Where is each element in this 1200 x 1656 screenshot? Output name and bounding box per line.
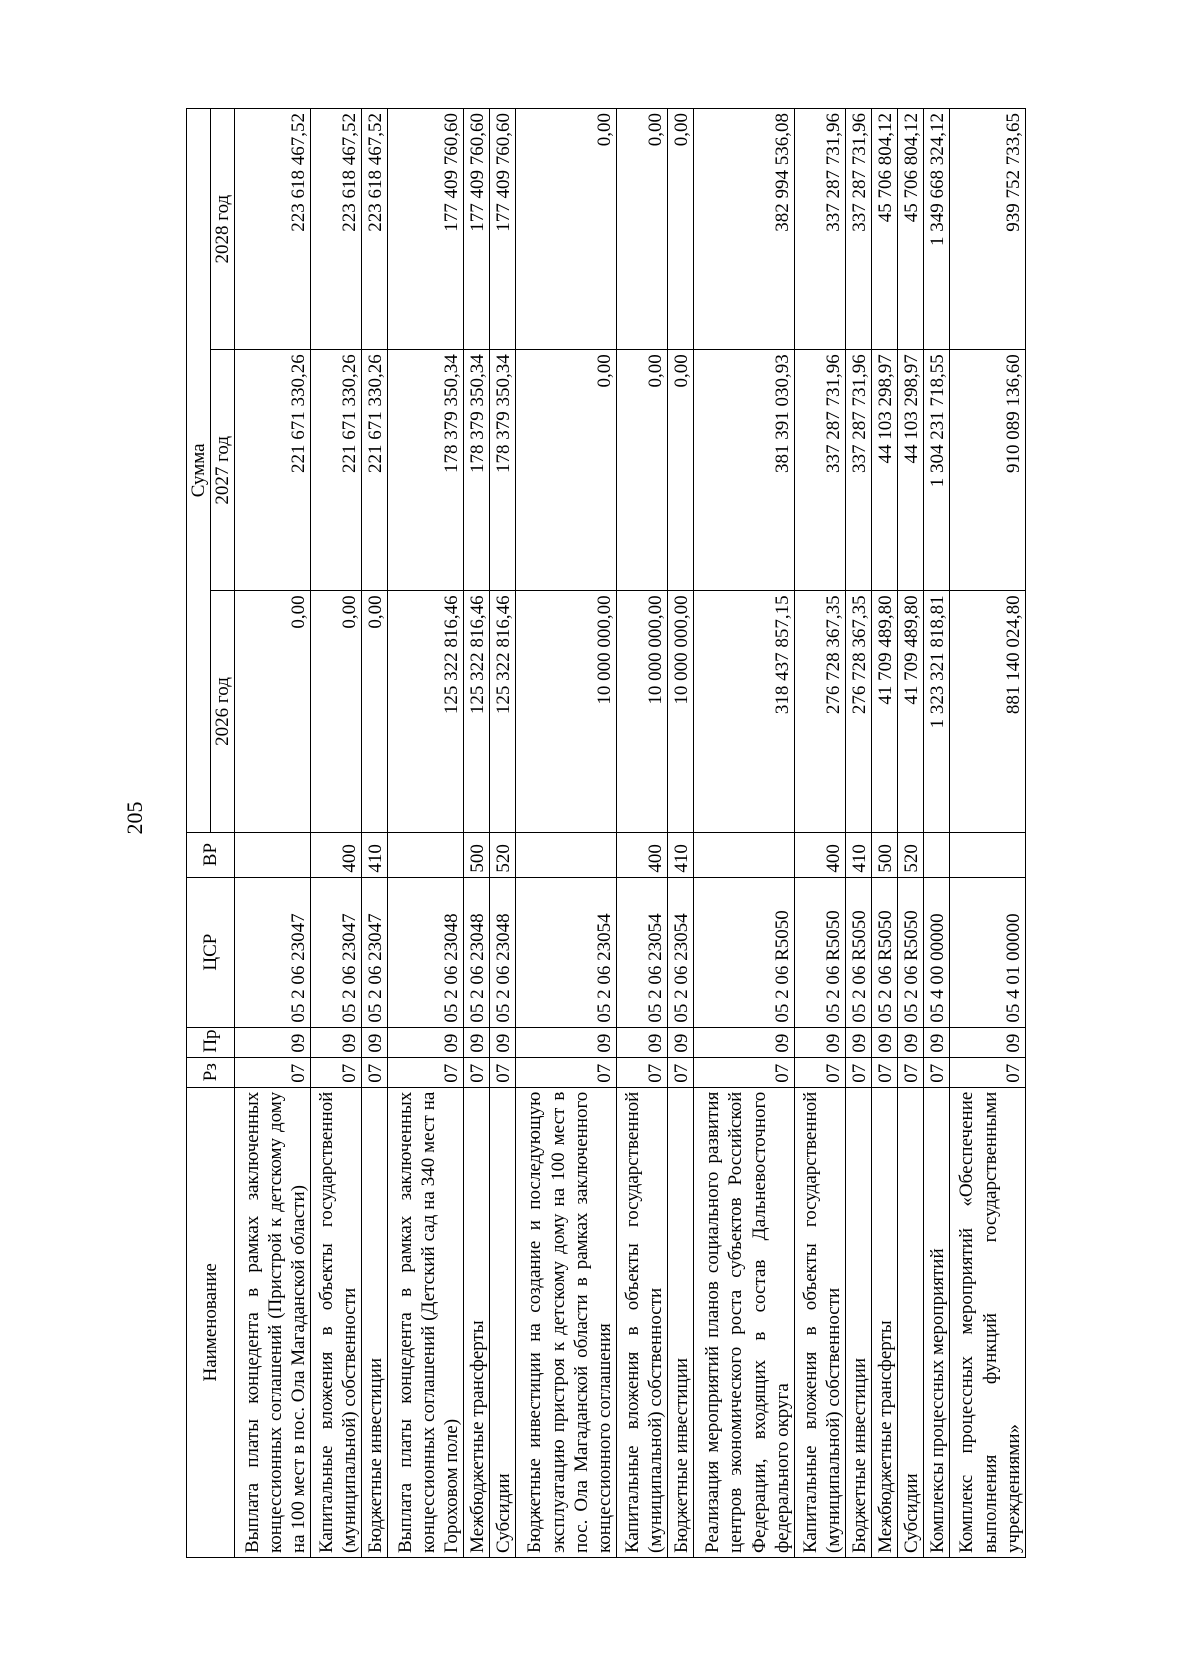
row-sum-2026: 881 140 024,80 [949,591,1025,832]
row-sum-2026: 41 709 489,80 [897,591,923,832]
row-csr: 05 2 06 R5050 [845,877,871,1027]
row-sum-2026: 125 322 816,46 [464,591,490,832]
table-row [871,109,897,1558]
header-csr: ЦСР [187,877,235,1027]
table-row [388,109,464,1558]
row-sum-2026: 276 728 367,35 [845,591,871,832]
row-pr: 09 [949,1027,1025,1057]
table-row [516,109,617,1558]
row-sum-2028: 45 706 804,12 [897,109,923,350]
row-sum-2027: 1 304 231 718,55 [923,350,949,591]
row-sum-2028: 177 409 760,60 [490,109,516,350]
row-sum-2026: 125 322 816,46 [388,591,464,832]
row-sum-2028: 45 706 804,12 [871,109,897,350]
row-vr: 500 [464,832,490,877]
row-name: Комплексы процессных мероприятий [923,1087,949,1557]
row-csr: 05 2 06 R5050 [794,877,845,1027]
row-sum-2026: 10 000 000,00 [516,591,617,832]
row-pr: 09 [388,1027,464,1057]
row-sum-2026: 125 322 816,46 [490,591,516,832]
table-row [490,109,516,1558]
row-pr: 09 [516,1027,617,1057]
row-sum-2027: 0,00 [516,350,617,591]
row-rz: 07 [694,1057,795,1087]
table-row [362,109,388,1558]
row-pr: 09 [464,1027,490,1057]
row-sum-2027: 178 379 350,34 [490,350,516,591]
row-sum-2027: 44 103 298,97 [897,350,923,591]
header-2027: 2027 год [211,350,235,591]
row-vr [949,832,1025,877]
table-row [949,109,1025,1558]
row-csr: 05 2 06 23048 [490,877,516,1027]
table-row [668,109,694,1558]
row-name: Бюджетные инвестиции [668,1087,694,1557]
row-sum-2027: 221 671 330,26 [235,350,311,591]
row-sum-2027: 337 287 731,96 [845,350,871,591]
row-name: Субсидии [897,1087,923,1557]
row-csr: 05 2 06 23054 [668,877,694,1027]
row-vr [923,832,949,877]
row-rz: 07 [464,1057,490,1087]
row-vr: 520 [897,832,923,877]
row-vr: 500 [871,832,897,877]
row-sum-2027: 178 379 350,34 [464,350,490,591]
table-row [235,109,311,1558]
row-rz: 07 [871,1057,897,1087]
row-csr: 05 2 06 R5050 [871,877,897,1027]
row-sum-2028: 223 618 467,52 [235,109,311,350]
row-vr: 410 [845,832,871,877]
table-body [235,109,1026,1558]
table-row [845,109,871,1558]
row-pr: 09 [923,1027,949,1057]
row-rz: 07 [362,1057,388,1087]
row-csr: 05 2 06 R5050 [897,877,923,1027]
page-number: 205 [122,801,147,835]
row-sum-2027: 221 671 330,26 [311,350,362,591]
header-pr: Пр [187,1027,235,1057]
row-csr: 05 2 06 R5050 [694,877,795,1027]
row-pr: 09 [794,1027,845,1057]
row-sum-2028: 0,00 [516,109,617,350]
row-rz: 07 [897,1057,923,1087]
row-sum-2028: 337 287 731,96 [794,109,845,350]
row-sum-2026: 10 000 000,00 [668,591,694,832]
table-header [187,109,235,1558]
row-sum-2026: 0,00 [235,591,311,832]
row-sum-2027: 0,00 [668,350,694,591]
row-sum-2027: 381 391 030,93 [694,350,795,591]
row-rz: 07 [923,1057,949,1087]
row-rz: 07 [794,1057,845,1087]
row-rz: 07 [617,1057,668,1087]
row-csr: 05 2 06 23048 [464,877,490,1027]
row-name: Межбюджетные трансферты [871,1087,897,1557]
row-sum-2026: 10 000 000,00 [617,591,668,832]
row-csr: 05 2 06 23054 [617,877,668,1027]
row-sum-2027: 44 103 298,97 [871,350,897,591]
row-rz: 07 [668,1057,694,1087]
row-sum-2028: 1 349 668 324,12 [923,109,949,350]
row-vr: 400 [311,832,362,877]
row-pr: 09 [362,1027,388,1057]
row-name: Капитальные вложения в объекты государственной (муниципальной) собственности [617,1087,668,1557]
row-vr: 400 [617,832,668,877]
row-rz: 07 [311,1057,362,1087]
row-sum-2027: 0,00 [617,350,668,591]
row-vr [516,832,617,877]
table-row [794,109,845,1558]
row-pr: 09 [490,1027,516,1057]
table-row [694,109,795,1558]
row-pr: 09 [871,1027,897,1057]
row-csr: 05 2 06 23054 [516,877,617,1027]
row-csr: 05 2 06 23047 [235,877,311,1027]
table-row [464,109,490,1558]
row-sum-2028: 223 618 467,52 [311,109,362,350]
row-sum-2028: 223 618 467,52 [362,109,388,350]
row-sum-2027: 221 671 330,26 [362,350,388,591]
budget-table [186,108,1026,1558]
row-sum-2027: 337 287 731,96 [794,350,845,591]
row-vr: 400 [794,832,845,877]
header-vr: ВР [187,832,235,877]
row-rz: 07 [949,1057,1025,1087]
row-vr: 410 [668,832,694,877]
row-vr [694,832,795,877]
header-name: Наименование [187,1087,235,1557]
row-csr: 05 2 06 23047 [311,877,362,1027]
table-row [311,109,362,1558]
row-csr: 05 4 01 00000 [949,877,1025,1027]
row-rz: 07 [235,1057,311,1087]
row-name: Бюджетные инвестиции на создание и последующую эксплуатацию пристроя к детскому дому на 100 мест в пос. Ола Магаданской области в рамках заключенного концессионного соглашения [516,1087,617,1557]
row-rz: 07 [490,1057,516,1087]
row-vr: 410 [362,832,388,877]
row-sum-2027: 910 089 136,60 [949,350,1025,591]
row-sum-2026: 276 728 367,35 [794,591,845,832]
row-sum-2028: 382 994 536,08 [694,109,795,350]
row-pr: 09 [668,1027,694,1057]
row-csr: 05 2 06 23048 [388,877,464,1027]
row-vr [388,832,464,877]
header-2026: 2026 год [211,591,235,832]
row-name: Комплекс процессных мероприятий «Обеспечение выполнения функций государственными учреждениями» [949,1087,1025,1557]
table-row [617,109,668,1558]
row-sum-2028: 939 752 733,65 [949,109,1025,350]
row-sum-2026: 41 709 489,80 [871,591,897,832]
row-vr: 520 [490,832,516,877]
row-pr: 09 [694,1027,795,1057]
row-name: Межбюджетные трансферты [464,1087,490,1557]
row-name: Выплата платы концедента в рамках заключенных концессионных соглашений (Детский сад на 340 мест на Гороховом поле) [388,1087,464,1557]
row-pr: 09 [897,1027,923,1057]
row-sum-2026: 1 323 321 818,81 [923,591,949,832]
header-sum-group: Сумма [187,109,211,833]
row-rz: 07 [516,1057,617,1087]
row-name: Капитальные вложения в объекты государственной (муниципальной) собственности [794,1087,845,1557]
row-csr: 05 4 00 00000 [923,877,949,1027]
row-name: Бюджетные инвестиции [362,1087,388,1557]
row-sum-2026: 0,00 [311,591,362,832]
row-sum-2028: 177 409 760,60 [464,109,490,350]
row-pr: 09 [845,1027,871,1057]
header-rz: Рз [187,1057,235,1087]
row-name: Субсидии [490,1087,516,1557]
table-row [923,109,949,1558]
row-sum-2028: 0,00 [617,109,668,350]
row-pr: 09 [617,1027,668,1057]
rotated-table-container [186,108,1026,1558]
row-name: Бюджетные инвестиции [845,1087,871,1557]
row-sum-2028: 337 287 731,96 [845,109,871,350]
row-sum-2028: 177 409 760,60 [388,109,464,350]
row-sum-2028: 0,00 [668,109,694,350]
row-name: Выплата платы концедента в рамках заключенных концессионных соглашений (Пристрой к детскому дому на 100 мест в пос. Ола Магаданской области) [235,1087,311,1557]
row-vr [235,832,311,877]
row-sum-2027: 178 379 350,34 [388,350,464,591]
row-sum-2026: 0,00 [362,591,388,832]
row-csr: 05 2 06 23047 [362,877,388,1027]
row-rz: 07 [845,1057,871,1087]
row-pr: 09 [235,1027,311,1057]
row-rz: 07 [388,1057,464,1087]
row-name: Капитальные вложения в объекты государственной (муниципальной) собственности [311,1087,362,1557]
table-row [897,109,923,1558]
row-pr: 09 [311,1027,362,1057]
header-2028: 2028 год [211,109,235,350]
row-name: Реализация мероприятий планов социального развития центров экономического роста субъектов Российской Федерации, входящих в состав Дальневосточного федерального округа [694,1087,795,1557]
row-sum-2026: 318 437 857,15 [694,591,795,832]
